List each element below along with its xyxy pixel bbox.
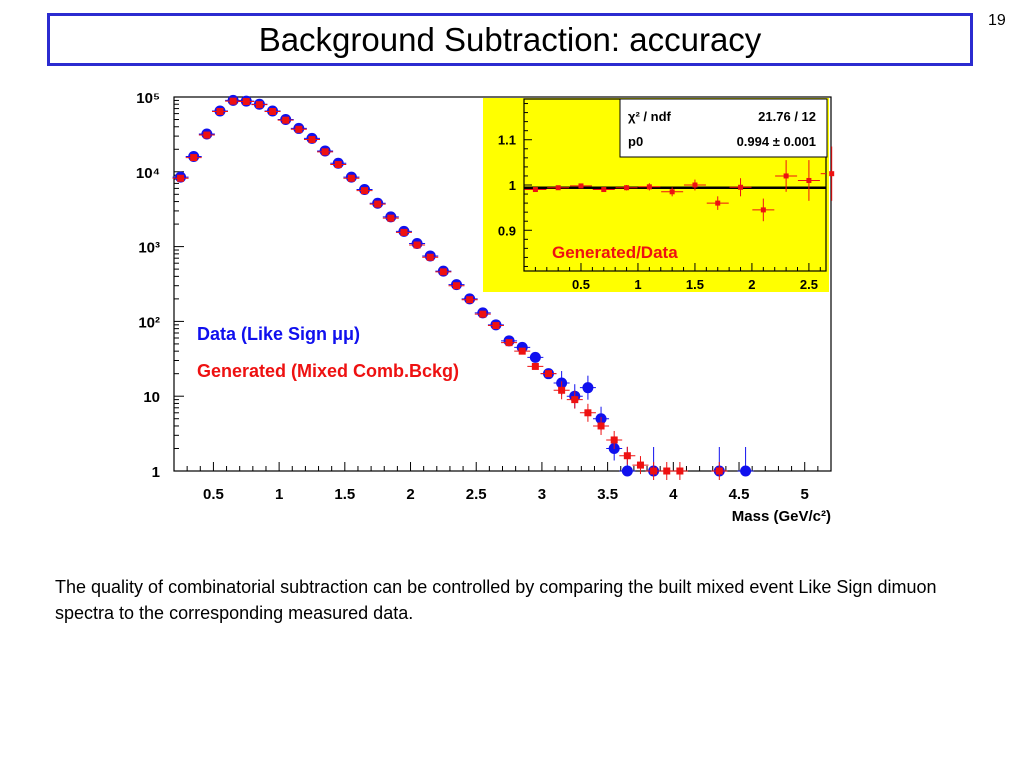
generated-point <box>230 98 237 105</box>
y-tick-label: 10⁵ <box>136 90 160 107</box>
generated-point <box>216 108 223 115</box>
stats-p0-value: 0.994 ± 0.001 <box>736 134 816 149</box>
generated-point <box>545 370 552 377</box>
inset-x-tick-label: 2 <box>748 277 756 292</box>
generated-point <box>308 136 315 143</box>
generated-point <box>611 436 618 443</box>
ratio-point <box>806 178 811 183</box>
x-tick-label: 1.5 <box>334 486 356 503</box>
legend-data: Data (Like Sign μμ) <box>197 324 361 344</box>
y-tick-label: 10³ <box>138 239 160 257</box>
x-tick-label: 1 <box>274 486 284 503</box>
generated-point <box>479 311 486 318</box>
ratio-point <box>738 185 743 190</box>
inset-y-tick-label: 0.9 <box>497 223 516 239</box>
inset-title: Generated/Data <box>552 243 678 262</box>
generated-point <box>453 282 460 289</box>
ratio-point <box>556 185 561 190</box>
inset-y-tick-label: 1.1 <box>497 132 516 148</box>
y-tick-label: 10⁴ <box>135 164 160 182</box>
generated-point <box>663 468 670 475</box>
generated-point <box>361 187 368 194</box>
generated-point <box>387 215 394 222</box>
generated-point <box>492 322 499 329</box>
generated-point <box>203 132 210 139</box>
generated-point <box>190 154 197 161</box>
ratio-point <box>761 207 766 212</box>
generated-point <box>256 101 263 108</box>
ratio-point <box>578 183 583 188</box>
generated-point <box>624 452 631 459</box>
inset-x-tick-label: 1 <box>634 277 642 292</box>
generated-point <box>519 348 526 355</box>
x-tick-label: 0.5 <box>202 486 224 503</box>
x-tick-label: 2 <box>406 486 415 503</box>
generated-point <box>716 468 723 475</box>
data-point <box>622 466 633 477</box>
stats-p0-label: p0 <box>628 134 644 149</box>
generated-point <box>558 387 565 394</box>
slide-caption: The quality of combinatorial subtraction can be controlled by comparing the built mixed event Like Sign dimuon spectra to the corresponding measured data. <box>55 577 937 623</box>
generated-point <box>348 175 355 182</box>
generated-point <box>584 409 591 416</box>
generated-point <box>676 468 683 475</box>
ratio-point <box>533 187 538 192</box>
generated-point <box>269 108 276 115</box>
ratio-point <box>670 189 675 194</box>
ratio-inset-chart <box>483 98 834 292</box>
generated-point <box>506 339 513 346</box>
generated-point <box>532 363 539 370</box>
generated-point <box>571 396 578 403</box>
stats-chi2-value: 21.76 / 12 <box>758 109 816 124</box>
generated-point <box>282 117 289 124</box>
data-point <box>582 382 593 393</box>
x-axis-label: Mass (GeV/c²) <box>731 508 831 525</box>
ratio-point <box>829 171 834 176</box>
generated-point <box>650 468 657 475</box>
ratio-point <box>784 173 789 178</box>
generated-point <box>243 98 250 105</box>
ratio-point <box>692 183 697 188</box>
x-tick-label: 3.5 <box>597 486 619 503</box>
legend-generated: Generated (Mixed Comb.Bckg) <box>197 361 460 381</box>
ratio-point <box>647 184 652 189</box>
generated-point <box>322 148 329 155</box>
slide-title: Background Subtraction: accuracy <box>258 20 762 58</box>
generated-point <box>427 254 434 261</box>
generated-point <box>414 242 421 249</box>
x-tick-label: 2.5 <box>465 486 487 503</box>
inset-x-tick-label: 1.5 <box>685 277 704 292</box>
y-tick-label: 10² <box>138 314 160 332</box>
generated-point <box>374 201 381 208</box>
generated-point <box>177 175 184 182</box>
x-tick-label: 3 <box>537 486 547 503</box>
generated-point <box>637 462 644 469</box>
generated-point <box>335 161 342 168</box>
generated-point <box>466 296 473 303</box>
x-tick-label: 4 <box>669 486 678 503</box>
generated-point <box>400 229 407 236</box>
data-point <box>530 352 541 363</box>
x-tick-label: 5 <box>800 486 809 503</box>
ratio-point <box>624 185 629 190</box>
slide-number: 19 <box>988 12 1006 29</box>
data-point <box>740 466 751 477</box>
generated-point <box>598 422 605 429</box>
inset-y-tick-label: 1 <box>508 178 516 193</box>
y-tick-label: 1 <box>151 464 160 481</box>
ratio-point <box>601 187 606 192</box>
ratio-point <box>715 201 720 206</box>
stats-chi2-label: χ² / ndf <box>628 109 671 124</box>
inset-x-tick-label: 2.5 <box>799 277 818 292</box>
y-tick-label: 10 <box>143 389 160 407</box>
generated-point <box>295 126 302 133</box>
x-tick-label: 4.5 <box>728 486 750 503</box>
generated-point <box>440 268 447 275</box>
inset-x-tick-label: 0.5 <box>571 277 591 292</box>
